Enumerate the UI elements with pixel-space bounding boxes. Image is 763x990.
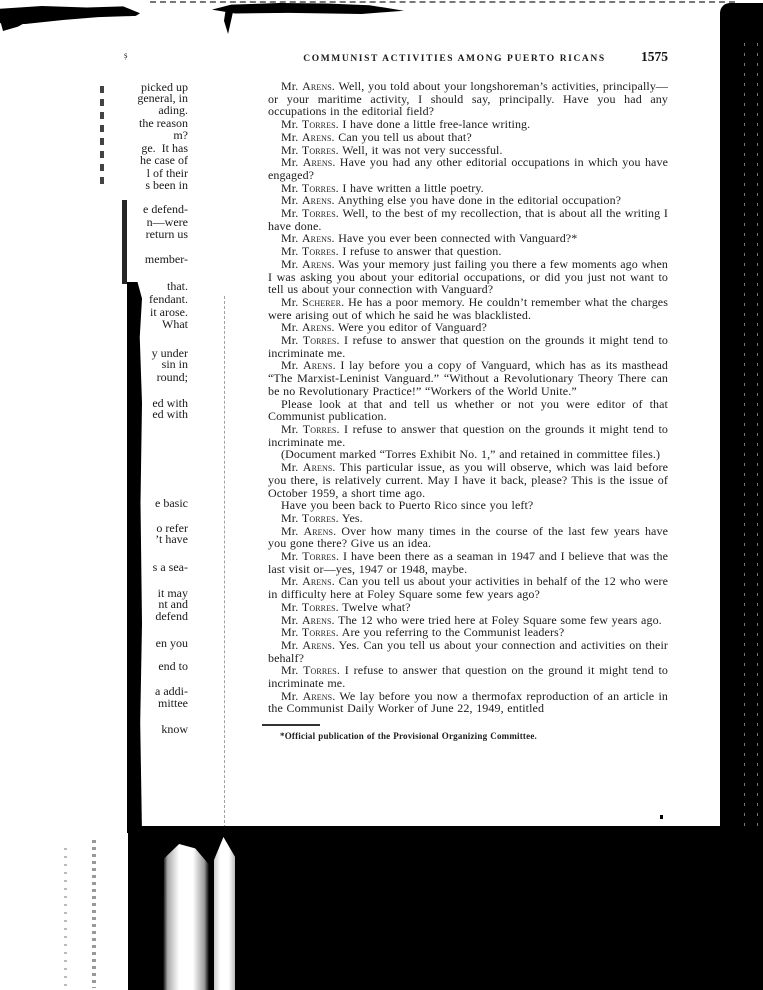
transcript-paragraph: Mr. Arens. Can you tell us about that? (281, 129, 472, 144)
transcript-paragraph: Mr. Arens. Anything else you have done in the editorial occupation? (281, 193, 622, 208)
speaker-name: Mr. Torres. (281, 549, 343, 564)
margin-fragment: n—were (146, 215, 188, 229)
speaker-name: Mr. Arens. (281, 358, 341, 373)
speaker-name: Mr. Arens. (281, 523, 342, 538)
margin-fragment: m? (173, 128, 188, 142)
scan-artifact-dotted-line (150, 1, 735, 3)
transcript-paragraph: Mr. Arens. We lay before you now a thermofax reproduction of an article in the Communist Daily Worker of June 22, 1949, entitled (268, 688, 668, 716)
speaker-name: Mr. Arens. (281, 574, 339, 589)
speaker-name: Mr. Torres. (281, 599, 343, 614)
transcript-paragraph: Mr. Arens. I lay before you a copy of Vanguard, which has as its masthead “The Marxist-Leninist Vanguard.” “Without a Revolutionary Theory There can be no Revolutionary Practice!” “Workers of the World Unite.” (268, 358, 668, 398)
page-gutter-line (224, 296, 225, 833)
transcript-paragraph: Mr. Arens. Yes. Can you tell us about your connection and activities on their behalf? (268, 637, 668, 665)
transcript-paragraph: Mr. Torres. I have been there as a seaman in 1947 and I believe that was the last visit or—yes, 1947 or 1948, maybe. (268, 549, 669, 576)
transcript-paragraphs (268, 80, 668, 715)
speaker-name: Mr. Arens. (281, 129, 339, 144)
page-number: 1575 (641, 49, 668, 64)
stray-ink-mark: ṣ (124, 50, 128, 60)
transcript-paragraph: Mr. Arens. Was your memory just failing you there a few moments ago when I was asking you about your editorial occupations, or did you just not want to tell us about your connection with Vanguard? (268, 256, 669, 297)
transcript (268, 80, 668, 743)
margin-fragment: ed with (152, 407, 188, 421)
margin-fragment: mittee (158, 696, 188, 710)
transcript-paragraph: Mr. Torres. Twelve what? (281, 599, 411, 614)
transcript-paragraph: Mr. Arens. Have you had any other editorial occupations in which you have engaged? (268, 155, 668, 182)
transcript-paragraph: Mr. Torres. I refuse to answer that question. (281, 244, 502, 259)
speaker-name: Mr. Arens. (281, 79, 339, 93)
scan-artifact-speckle-column (64, 848, 67, 986)
speaker-name: Mr. Arens. (281, 612, 339, 627)
transcript-paragraph: Have you been back to Puerto Rico since you left? (281, 498, 534, 513)
page-header (268, 49, 668, 65)
transcript-paragraph: Mr. Arens. Have you ever been connected with Vanguard?* (281, 231, 578, 246)
margin-fragment: member- (144, 252, 188, 266)
margin-fragment: l of their (146, 166, 188, 180)
speaker-name: Mr. Arens. (281, 320, 339, 335)
speaker-name: Mr. Arens. (281, 637, 339, 652)
margin-fragment: know (161, 722, 188, 736)
margin-fragment: the reason (139, 116, 188, 130)
transcript-paragraph: Mr. Torres. I refuse to answer that question on the grounds it might tend to incriminate me. (268, 333, 668, 360)
margin-fragment: it arose. (150, 305, 188, 319)
margin-fragment: en you (155, 636, 188, 650)
footnote-text: *Official publication of the Provisional Organizing Committee. (280, 731, 537, 742)
speaker-name: Mr. Arens. (281, 256, 339, 271)
speaker-name: Mr. Torres. (281, 333, 345, 348)
margin-fragment: sin in (161, 357, 188, 371)
transcript-paragraph: Mr. Torres. Well, it was not very successful. (281, 142, 503, 157)
margin-fragment: that. (167, 279, 188, 293)
scan-artifact-top-middle-blob (212, 3, 404, 14)
transcript-paragraph: Mr. Torres. Well, to the best of my recollection, that is about all the writing I have done. (268, 206, 668, 233)
transcript-paragraph: Please look at that and tell us whether or not you were editor of that Communist publication. (268, 396, 668, 424)
transcript-paragraph: Mr. Arens. Well, you told about your longshoreman’s activities, principally—or your maritime activity, I should say, principally. Have you had any occupations in the editorial field? (268, 79, 669, 119)
speaker-name: Mr. Torres. (281, 625, 342, 640)
speaker-name: Mr. Torres. (281, 421, 345, 436)
transcript-paragraph: Mr. Arens. This particular issue, as you will observe, which was laid before you there, is relatively current. May I have it back, please? This is the issue of October 1959, a short time ago. (268, 460, 669, 500)
margin-fragment: round; (156, 370, 188, 384)
transcript-paragraph: Mr. Torres. Yes. (281, 510, 363, 525)
speaker-name: Mr. Torres. (281, 117, 343, 132)
facing-page-fragments (94, 0, 188, 990)
margin-fragment: ed with (152, 396, 188, 410)
transcript-paragraph: Mr. Torres. I refuse to answer that question on the ground it might tend to incriminate me. (268, 663, 668, 691)
transcript-paragraph: Mr. Arens. Over how many times in the course of the last few years have you gone there? Give us an idea. (268, 523, 668, 551)
transcript-paragraph: Mr. Torres. I refuse to answer that question on the grounds it might tend to incriminate me. (268, 421, 668, 449)
margin-fragment: y under (151, 346, 188, 360)
speaker-name: Mr. Arens. (281, 688, 340, 703)
transcript-paragraph: Mr. Torres. Are you referring to the Communist leaders? (281, 625, 565, 640)
footnote-rule (262, 724, 320, 726)
speaker-name: Mr. Torres. (281, 206, 343, 221)
transcript-paragraph: (Document marked “Torres Exhibit No. 1,” and retained in committee files.) (281, 447, 661, 462)
margin-fragment: end to (158, 659, 188, 673)
margin-fragment: it may (157, 586, 188, 600)
header-title: COMMUNIST ACTIVITIES AMONG PUERTO RICANS (303, 54, 606, 64)
margin-fragment: ge. It has (141, 141, 188, 155)
margin-fragment: s a sea- (152, 560, 188, 574)
margin-fragment: fendant. (149, 292, 188, 306)
margin-fragment: What (162, 317, 188, 331)
transcript-paragraph: Mr. Torres. I have done a little free-lance writing. (281, 117, 531, 132)
transcript-paragraph: Mr. Arens. Can you tell us about your activities in behalf of the 12 who were in difficulty here at Foley Square some few years ago? (268, 574, 669, 602)
margin-fragment: e basic (155, 496, 188, 510)
speaker-name: Mr. Torres. (281, 180, 343, 195)
speaker-name: Mr. Arens. (281, 155, 340, 170)
transcript-paragraph: Mr. Arens. The 12 who were tried here at Foley Square some few years ago. (281, 612, 662, 627)
margin-fragment: return us (145, 227, 188, 241)
margin-fragment: e defend- (143, 202, 188, 216)
margin-fragment: picked up (141, 80, 188, 94)
speaker-name: Mr. Arens. (281, 460, 340, 475)
speaker-name: Mr. Torres. (281, 663, 345, 678)
transcript-paragraph: Mr. Arens. Were you editor of Vanguard? (281, 320, 487, 335)
speaker-name: Mr. Arens. (281, 193, 338, 208)
margin-fragment: he case of (140, 153, 188, 167)
scan-artifact-top-left-drip (0, 20, 30, 31)
margin-fragment: nt and (158, 597, 188, 611)
margin-fragment: o refer (156, 521, 188, 535)
transcript-paragraph: Mr. Torres. I have written a little poetry. (281, 180, 484, 195)
margin-fragment: ading. (158, 103, 188, 117)
margin-fragment: a addi- (155, 684, 188, 698)
speaker-name: Mr. Torres. (281, 142, 343, 157)
margin-fragment: ’t have (155, 532, 188, 546)
speaker-name: Mr. Arens. (281, 231, 339, 246)
speaker-name: Mr. Torres. (281, 244, 343, 259)
transcript-paragraph: Mr. Scherer. He has a poor memory. He couldn’t remember what the charges were arising out of which he said he was blacklisted. (268, 294, 668, 322)
speaker-name: Mr. Scherer. (281, 294, 349, 309)
scan-artifact-white-channel (214, 837, 235, 990)
margin-fragment: defend (155, 609, 188, 623)
scan-artifact-top-middle-drip (224, 12, 233, 34)
scan-artifact-bottom-mass (129, 826, 763, 990)
speaker-name: Mr. Torres. (281, 510, 342, 525)
scan-artifact-dot (660, 815, 663, 819)
margin-fragment: general, in (137, 91, 188, 105)
margin-fragment: s been in (145, 178, 188, 192)
